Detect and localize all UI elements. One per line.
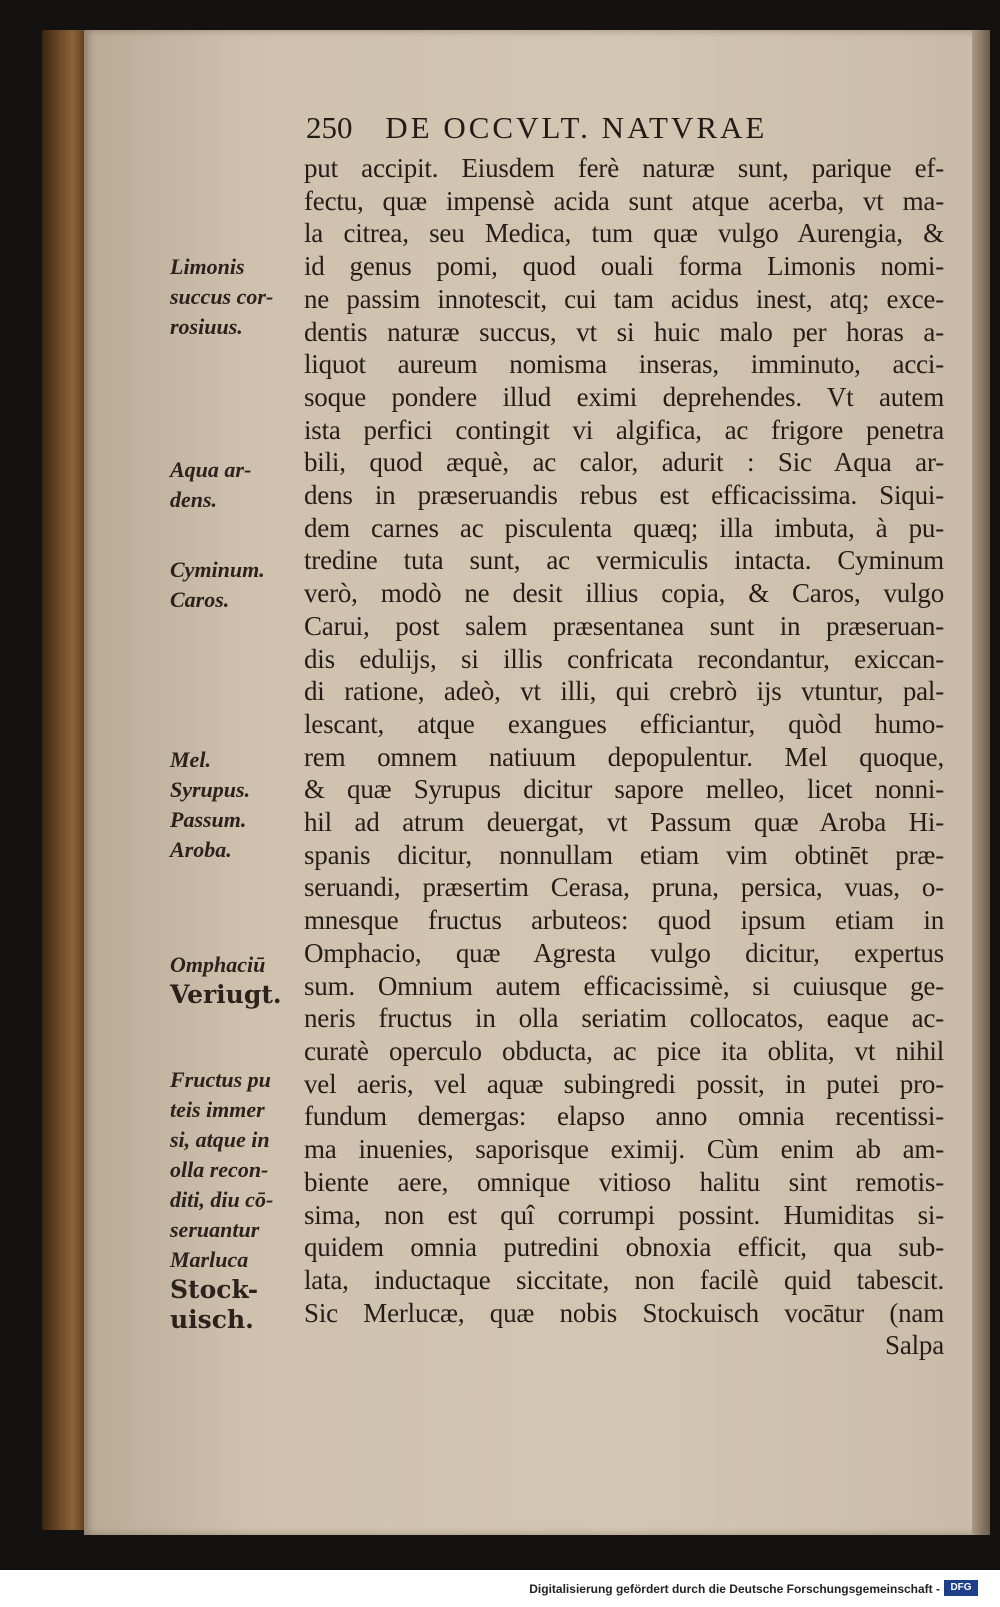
marginal-note — [170, 950, 320, 1010]
text-line: id genus pomi, quod ouali forma Limonis nomi- — [304, 251, 944, 282]
text-line: lata, inductaque siccitate, non facilè quid tabescit. — [304, 1264, 944, 1295]
footer — [0, 1570, 1000, 1607]
marginal-note — [170, 745, 320, 865]
marginal-note-line: dens. — [170, 487, 218, 512]
text-line: dem carnes ac pisculenta quæq; illa imbuta, à pu- — [304, 512, 944, 543]
text-line: liquot aureum nomisma inseras, imminuto, acci- — [304, 349, 944, 380]
text-line: put accipit. Eiusdem ferè naturæ sunt, parique ef- — [304, 153, 944, 183]
marginal-note-line: diti, diu cō- — [170, 1187, 274, 1212]
marginal-note-line: Aqua ar- — [170, 457, 252, 482]
text-line: di ratione, adeò, vt illi, qui crebrò ijs vtuntur, pal- — [304, 676, 944, 707]
marginal-note-line: Omphaciū — [170, 952, 266, 977]
marginal-note — [170, 252, 320, 342]
text-line: & quæ Syrupus dicitur sapore melleo, licet nonni- — [304, 774, 944, 805]
marginal-note — [170, 1065, 320, 1335]
text-line: mnesque fructus arbuteos: quod ipsum etiam in — [304, 905, 944, 936]
text-line: ma inuenies, saporisque eximij. Cùm enim ab am- — [304, 1134, 944, 1165]
text-line: neris fructus in olla seriatim collocatos, eaque ac- — [304, 1003, 944, 1034]
text-line: ista perfici contingit vi algifica, ac frigore penetra — [304, 414, 944, 445]
text-line: bili, quod æquè, ac calor, adurit : Sic Aqua ar- — [304, 447, 944, 478]
text-line: rem omnem natiuum depopulentur. Mel quoque, — [304, 741, 944, 772]
marginal-note-line: seruantur — [170, 1217, 260, 1242]
footer-credit: Digitalisierung gefördert durch die Deutsche Forschungsgemeinschaft - — [529, 1582, 940, 1596]
text-line: dentis naturæ succus, vt si huic malo per horas a- — [304, 316, 944, 347]
text-line: soque pondere illud eximi deprehendes. Vt autem — [304, 381, 944, 412]
marginal-note-line: Limonis — [170, 254, 245, 279]
marginal-note-line: olla recon- — [170, 1157, 269, 1182]
dfg-logo: DFG — [944, 1580, 978, 1596]
text-line: spanis dicitur, nonnullam etiam vim obtinēt præ- — [304, 839, 944, 870]
marginal-note-line: Fructus pu — [170, 1067, 271, 1092]
text-line: sum. Omnium autem efficacissimè, si cuiusque ge- — [304, 970, 944, 1001]
text-line: dens in præseruandis rebus est efficacissima. Siqui- — [304, 480, 944, 511]
marginal-note — [170, 555, 320, 615]
text-line: la citrea, seu Medica, tum quæ vulgo Aurengia, & — [304, 218, 944, 249]
text-line: Sic Merlucæ, quæ nobis Stockuisch vocātur (nam — [304, 1297, 944, 1328]
text-line: biente aere, omnique vitioso halitu sint remotis- — [304, 1166, 944, 1197]
marginal-note — [170, 455, 320, 515]
marginal-note-line: Aroba. — [170, 837, 232, 862]
text-line: lescant, atque exangues efficiantur, quòd humo- — [304, 708, 944, 739]
catchword: Salpa — [885, 1330, 944, 1361]
book-spine — [42, 30, 86, 1530]
running-header — [306, 110, 946, 146]
marginal-note-line: Caros. — [170, 587, 230, 612]
text-line: dis edulijs, si illis confricata recondantur, exiccan- — [304, 643, 944, 674]
marginal-note-line: si, atque in — [170, 1127, 270, 1152]
text-line: quidem omnia putredini obnoxia efficit, qua sub- — [304, 1232, 944, 1263]
body-text — [304, 152, 944, 1362]
text-line: fundum demergas: elapso anno omnia recentissi- — [304, 1101, 944, 1132]
marginal-note-line: Mel. — [170, 747, 211, 772]
text-line: curatè operculo obducta, ac pice ita oblita, vt nihil — [304, 1035, 944, 1066]
marginal-note-line: rosiuus. — [170, 314, 243, 339]
marginal-note-line: Veriugt. — [170, 980, 282, 1009]
text-line: vel aeris, vel aquæ subingredi possit, in putei pro- — [304, 1068, 944, 1099]
page-edge — [972, 30, 990, 1535]
marginal-note-line: Marluca — [170, 1247, 249, 1272]
marginal-note-line: succus cor- — [170, 284, 274, 309]
text-line: tredine tuta sunt, ac vermiculis intacta. Cyminum — [304, 545, 944, 576]
marginal-note-line: Stock- — [170, 1275, 259, 1304]
text-line: Omphacio, quæ Agresta vulgo dicitur, expertus — [304, 937, 944, 968]
running-title: DE OCCVLT. NATVRAE — [385, 110, 768, 145]
text-line: ne passim innotescit, cui tam acidus inest, atq; exce- — [304, 283, 944, 314]
page-number: 250 — [306, 110, 353, 145]
text-line: verò, modò ne desit illius copia, & Caros, vulgo — [304, 578, 944, 609]
marginal-note-line: uisch. — [170, 1305, 254, 1334]
text-line: seruandi, præsertim Cerasa, pruna, persica, vuas, o- — [304, 872, 944, 903]
marginal-note-line: Syrupus. — [170, 777, 251, 802]
marginal-note-line: Passum. — [170, 807, 247, 832]
text-line: sima, non est quî corrumpi possint. Humiditas si- — [304, 1199, 944, 1230]
text-line: fectu, quæ impensè acida sunt atque acerba, vt ma- — [304, 185, 944, 216]
text-line: Carui, post salem præsentanea sunt in præseruan- — [304, 610, 944, 641]
marginal-note-line: Cyminum. — [170, 557, 265, 582]
text-line: hil ad atrum deuergat, vt Passum quæ Aroba Hi- — [304, 807, 944, 838]
marginal-note-line: teis immer — [170, 1097, 265, 1122]
